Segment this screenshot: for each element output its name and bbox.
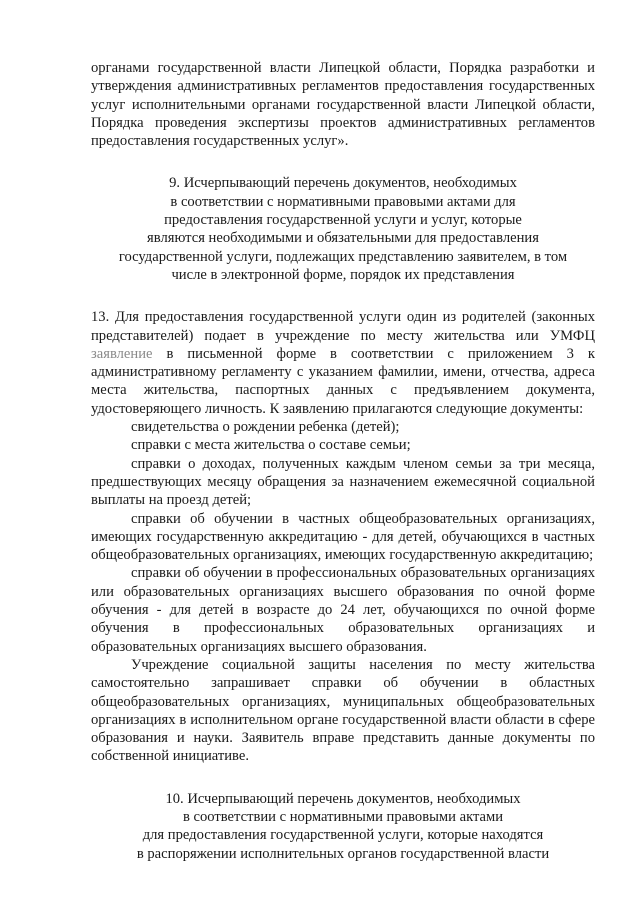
- intro-paragraph: органами государственной власти Липецкой области, Порядка разработки и утверждения административных регламентов предоставления государственных услуг исполнительными органами государственной власти Липецкой области, Порядка проведения экспертизы проектов административных регламентов предоставления государственных услуг».: [91, 60, 595, 150]
- document-item-professional-education: справки об обучении в профессиональных образовательных организациях или образовательных организациях высшего образования по очной форме обучения - для детей в возрасте до 24 лет, обучающихся по очной форме обучения в профессиональных образовательных организациях и образовательных организациях высшего образования.: [91, 565, 595, 655]
- paragraph-13-text-end: в письменной форме в соответствии с приложением 3 к административному регламенту с указанием фамилии, имени, отчества, адреса места жительства, паспортных данных с предъявлением документа, удостоверяющего личность. К заявлению прилагаются следующие документы:: [91, 345, 595, 417]
- heading-line: предоставления государственной услуги и услуг, которые: [164, 212, 522, 229]
- paragraph-self-request: Учреждение социальной защиты населения по месту жительства самостоятельно запрашивает справки об обучении в областных общеобразовательных организациях, муниципальных общеобразовательных организациях в исполнительном органе государственной власти области в сфере образования и науки. Заявитель вправе представить данные документы по собственной инициативе.: [91, 656, 595, 765]
- heading-line: 10. Исчерпывающий перечень документов, необходимых: [165, 790, 521, 807]
- heading-line: государственной услуги, подлежащих представлению заявителем, в том: [118, 248, 568, 265]
- document-item-family-composition: справки с места жительства о составе семьи;: [131, 437, 411, 454]
- paragraph-13: [91, 308, 595, 418]
- heading-line: 9. Исчерпывающий перечень документов, необходимых: [169, 175, 517, 192]
- application-term: заявление: [91, 345, 153, 362]
- heading-line: в соответствии с нормативными правовыми актами: [182, 808, 504, 825]
- heading-line: в соответствии с нормативными правовыми актами для: [170, 193, 516, 210]
- paragraph-13-text-start: 13. Для предоставления государственной услуги один из родителей (законных представителей) подает в учреждение по месту жительства или УМФЦ: [91, 309, 595, 344]
- heading-line: являются необходимыми и обязательными для предоставления: [147, 230, 539, 247]
- heading-line: числе в электронной форме, порядок их представления: [171, 266, 515, 283]
- heading-line: для предоставления государственной услуги, которые находятся: [142, 827, 544, 844]
- section-9-heading: [91, 174, 595, 284]
- document-item-income: справки о доходах, полученных каждым членом семьи за три месяца, предшествующих месяцу обращения за назначением ежемесячной социальной выплаты на проезд детей;: [91, 455, 595, 509]
- heading-line: в распоряжении исполнительных органов государственной власти: [136, 845, 550, 862]
- section-10-heading: [91, 790, 595, 863]
- document-item-birth-certificate: свидетельства о рождении ребенка (детей);: [131, 419, 400, 436]
- document-page: [91, 59, 595, 863]
- document-item-private-school: справки об обучении в частных общеобразовательных организациях, имеющих государственную аккредитацию - для детей, обучающихся в частных общеобразовательных организациях, имеющих государственную аккредитацию;: [91, 510, 595, 564]
